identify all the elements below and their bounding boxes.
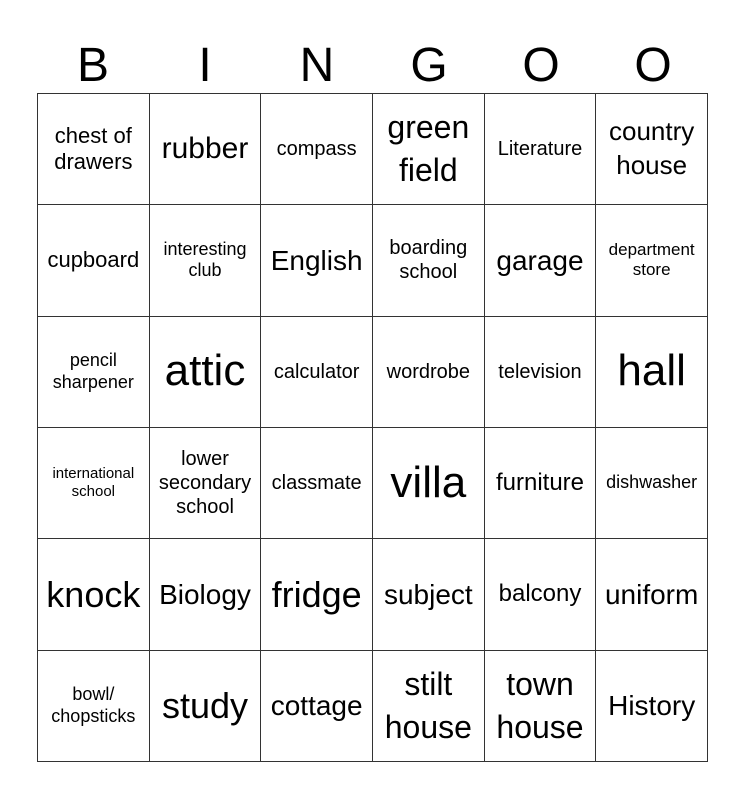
bingo-cell[interactable]: lower secondary school — [150, 428, 262, 539]
bingo-cell[interactable]: uniform — [596, 539, 708, 650]
bingo-cell[interactable]: country house — [596, 94, 708, 205]
bingo-cell[interactable]: knock — [38, 539, 150, 650]
bingo-cell[interactable]: green field — [373, 94, 485, 205]
bingo-cell[interactable]: garage — [485, 205, 597, 316]
header-letter-o-2: O — [634, 39, 672, 92]
bingo-header — [37, 36, 709, 96]
bingo-cell[interactable]: compass — [261, 94, 373, 205]
bingo-cell[interactable]: fridge — [261, 539, 373, 650]
bingo-cell[interactable]: town house — [485, 651, 597, 762]
bingo-cell[interactable]: television — [485, 317, 597, 428]
bingo-cell[interactable]: Literature — [485, 94, 597, 205]
header-letter-n: N — [299, 39, 335, 92]
bingo-cell[interactable]: English — [261, 205, 373, 316]
bingo-cell[interactable]: international school — [38, 428, 150, 539]
bingo-cell[interactable]: interesting club — [150, 205, 262, 316]
bingo-cell[interactable]: cottage — [261, 651, 373, 762]
bingo-cell[interactable]: Biology — [150, 539, 262, 650]
bingo-cell[interactable]: wordrobe — [373, 317, 485, 428]
bingo-cell[interactable]: villa — [373, 428, 485, 539]
bingo-cell[interactable]: cupboard — [38, 205, 150, 316]
bingo-cell[interactable]: chest of drawers — [38, 94, 150, 205]
bingo-cell[interactable]: balcony — [485, 539, 597, 650]
bingo-cell[interactable]: dishwasher — [596, 428, 708, 539]
bingo-cell[interactable]: attic — [150, 317, 262, 428]
bingo-cell[interactable]: boarding school — [373, 205, 485, 316]
bingo-cell[interactable]: History — [596, 651, 708, 762]
bingo-cell[interactable]: stilt house — [373, 651, 485, 762]
bingo-cell[interactable]: classmate — [261, 428, 373, 539]
bingo-cell[interactable]: bowl/ chopsticks — [38, 651, 150, 762]
bingo-cell[interactable]: study — [150, 651, 262, 762]
header-letter-o: O — [522, 39, 560, 92]
bingo-cell[interactable]: calculator — [261, 317, 373, 428]
bingo-cell[interactable]: hall — [596, 317, 708, 428]
bingo-cell[interactable]: pencil sharpener — [38, 317, 150, 428]
bingo-cell[interactable]: department store — [596, 205, 708, 316]
header-letter-b: B — [76, 39, 109, 92]
header-letter-i: I — [198, 39, 212, 92]
header-letter-g: G — [410, 39, 448, 92]
bingo-cell[interactable]: furniture — [485, 428, 597, 539]
bingo-cell[interactable]: subject — [373, 539, 485, 650]
bingo-cell[interactable]: rubber — [150, 94, 262, 205]
bingo-card-grid — [37, 93, 708, 762]
